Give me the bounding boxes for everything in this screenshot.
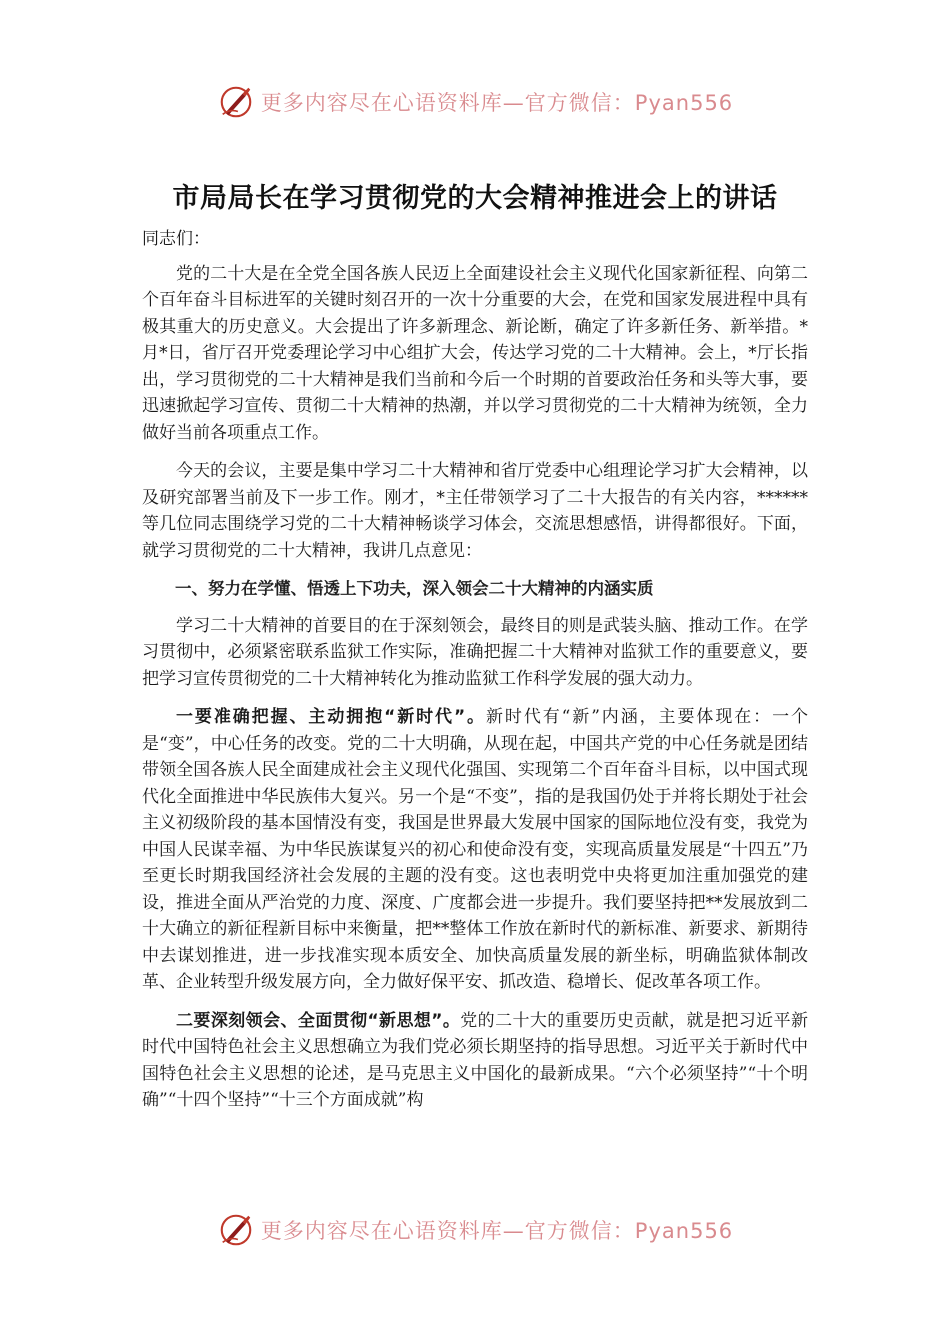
pen-logo-icon (217, 1211, 255, 1249)
paragraph-4 (142, 704, 808, 996)
paragraph-5 (142, 1008, 808, 1114)
watermark-banner-top (0, 82, 950, 122)
paragraph-4-body: 新时代有“新”内涵，主要体现在：一个是“变”，中心任务的改变。党的二十大明确，从现在起，中国共产党的中心任务就是团结带领全国各族人民全面建成社会主义现代化强国、实现第二个百年奋斗目标，以中国式现代化全面推进中华民族伟大复兴。另一个是“不变”，指的是我国仍处于并将长期处于社会主义初级阶段的基本国情没有变，我国是世界最大发展中国家的国际地位没有变，我党为中国人民谋幸福、为中华民族谋复兴的初心和使命没有变，实现高质量发展是“十四五”乃至更长时期我国经济社会发展的主题的没有变。这也表明党中央将更加注重加强党的建设，推进全面从严治党的力度、深度、广度都会进一步提升。我们要坚持把**发展放到二十大确立的新征程新目标中来衡量，把**整体工作放在新时代的新标准、新要求、新期待中去谋划推进，进一步找准实现本质安全、加快高质量发展的新坐标，明确监狱体制改革、企业转型升级发展方向，全力做好保平安、抓改造、稳增长、促改革各项工作。 (142, 707, 808, 992)
watermark-banner-bottom (0, 1210, 950, 1250)
watermark-text: 更多内容尽在心语资料库—官方微信：Pyan556 (260, 91, 734, 115)
paragraph-5-body: 党的二十大的重要历史贡献，就是把习近平新时代中国特色社会主义思想确立为我们党必须长期坚持的指导思想。习近平关于新时代中国特色社会主义思想的论述，是马克思主义中国化的最新成果。“六个必须坚持”“十个明确”“十四个坚持”“十三个方面成就”构 (142, 1010, 808, 1110)
section-heading-1: 一、努力在学懂、悟透上下功夫，深入领会二十大精神的内涵实质 (175, 579, 654, 598)
paragraph-4-lead: 一要准确把握、主动拥抱“新时代”。 (176, 707, 486, 727)
paragraph-5-lead: 二要深刻领会、全面贯彻“新思想”。 (176, 1010, 461, 1031)
document-title: 市局局长在学习贯彻党的大会精神推进会上的讲话 (172, 183, 778, 214)
watermark-text: 更多内容尽在心语资料库—官方微信：Pyan556 (260, 1219, 734, 1243)
paragraph-2: 今天的会议，主要是集中学习二十大精神和省厅党委中心组理论学习扩大会精神，以及研究部署当前及下一步工作。刚才，*主任带领学习了二十大报告的有关内容，******等几位同志围绕学习党的二十大精神畅谈学习体会，交流思想感悟，讲得都很好。下面，就学习贯彻党的二十大精神，我讲几点意见： (142, 461, 808, 561)
paragraph-3: 学习二十大精神的首要目的在于深刻领会，最终目的则是武装头脑、推动工作。在学习贯彻中，必须紧密联系监狱工作实际，准确把握二十大精神对监狱工作的重要意义，要把学习宣传贯彻党的二十大精神转化为推动监狱工作科学发展的强大动力。 (142, 615, 808, 689)
document-body (142, 226, 808, 1126)
paragraph-1: 党的二十大是在全党全国各族人民迈上全面建设社会主义现代化国家新征程、向第二个百年奋斗目标进军的关键时刻召开的一次十分重要的大会，在党和国家发展进程中具有极其重大的历史意义。大会提出了许多新理念、新论断，确定了许多新任务、新举措。*月*日，省厅召开党委理论学习中心组扩大会，传达学习党的二十大精神。会上，*厅长指出，学习贯彻党的二十大精神是我们当前和今后一个时期的首要政治任务和头等大事，要迅速掀起学习宣传、贯彻二十大精神的热潮，并以学习贯彻党的二十大精神为统领，全力做好当前各项重点工作。 (142, 263, 808, 443)
pen-logo-icon (217, 83, 255, 121)
salutation: 同志们： (142, 229, 210, 249)
